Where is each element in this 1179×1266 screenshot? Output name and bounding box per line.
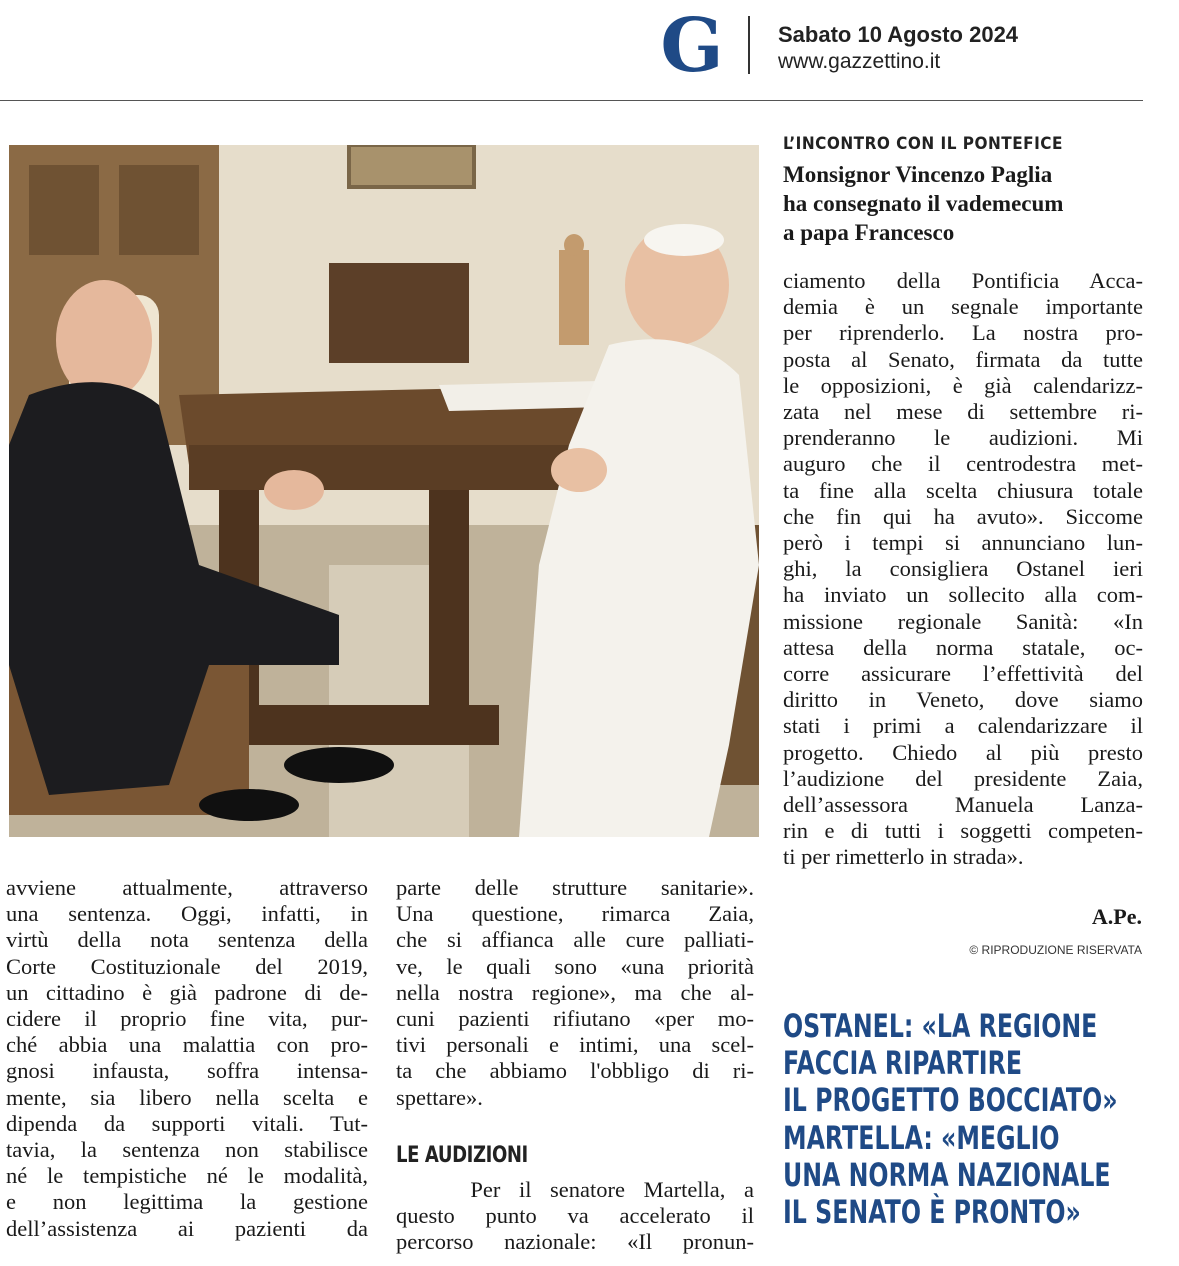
headline-line: IL SENATO È PRONTO» [783, 1193, 1081, 1232]
text-line: cuni pazienti rifiutano «per mo- [396, 1006, 754, 1032]
text-line: Corte Costituzionale del 2019, [6, 953, 368, 979]
caption-line: ha consegnato il vademecum [783, 191, 1064, 216]
text-line: che si affianca alle cure palliati- [396, 927, 754, 953]
section-subhead: LE AUDIZIONI [396, 1143, 528, 1168]
text-line: percorso nazionale: «Il pronun- [396, 1229, 754, 1255]
photo-caption-kicker: L’INCONTRO CON IL PONTEFICE [783, 134, 1063, 154]
photo-pope-meeting-icon [9, 145, 759, 837]
text-line: dipenda da supporti vitali. Tut- [6, 1110, 368, 1136]
headline-line: FACCIA RIPARTIRE [783, 1044, 1023, 1083]
headline-line: UNA NORMA NAZIONALE [783, 1155, 1111, 1194]
text-line: ché abbia una malattia con pro- [6, 1032, 368, 1058]
text-line: dell’assistenza ai pazienti da [6, 1215, 368, 1241]
text-line: una sentenza. Oggi, infatti, in [6, 901, 368, 927]
text-line: progetto. Chiedo al più presto [783, 739, 1143, 765]
text-line: che fin qui ha avuto». Siccome [783, 503, 1143, 529]
text-line: nella nostra regione», ma che al- [396, 979, 754, 1005]
text-line: missione regionale Sanità: «In [783, 608, 1143, 634]
text-line: l’audizione del presidente Zaia, [783, 765, 1143, 791]
text-line: ta che abbiamo l'obbligo di ri- [396, 1058, 754, 1084]
text-line: Per il senatore Martella, a [396, 1177, 754, 1202]
text-line: diritto in Veneto, dove siamo [783, 687, 1143, 713]
article-photo [9, 145, 759, 837]
text-line: spettare». [396, 1084, 483, 1110]
text-line: ve, le quali sono «una priorità [396, 953, 754, 979]
text-line: tavia, la sentenza non stabilisce [6, 1137, 368, 1163]
text-line: ciamento della Pontificia Acca- [783, 268, 1143, 293]
text-line: stati i primi a calendarizzare il [783, 713, 1143, 739]
text-line: ghi, la consigliera Ostanel ieri [783, 556, 1143, 582]
text-line: Una questione, rimarca Zaia, [396, 901, 754, 927]
article-column-middle-continued [396, 1177, 754, 1256]
author-signature: A.Pe. [1091, 904, 1142, 929]
text-line: parte delle strutture sanitarie». [396, 875, 754, 900]
article-column-middle [396, 875, 754, 1111]
text-line: le opposizioni, è già calendarizz- [783, 372, 1143, 398]
text-line: un cittadino è già padrone di de- [6, 979, 368, 1005]
text-line: per riprenderlo. La nostra pro- [783, 320, 1143, 346]
text-line: demia è un segnale importante [783, 294, 1143, 320]
header-rule [0, 100, 1143, 101]
text-line: ti per rimetterlo in strada». [783, 844, 1024, 870]
text-line: però i tempi si annunciano lun- [783, 530, 1143, 556]
text-line: dell’assessora Manuela Lanza- [783, 792, 1143, 818]
headline-line: IL PROGETTO BOCCIATO» [783, 1081, 1118, 1120]
text-line: avviene attualmente, attraverso [6, 875, 368, 900]
article-column-right [783, 268, 1143, 871]
text-line: questo punto va accelerato il [396, 1203, 754, 1229]
website-url: www.gazzettino.it [778, 50, 941, 73]
text-line: cidere il proprio fine vita, pur- [6, 1006, 368, 1032]
caption-line: a papa Francesco [783, 220, 955, 245]
text-line: virtù della nota sentenza della [6, 927, 368, 953]
text-line: attesa della norma statale, oc- [783, 634, 1143, 660]
text-line: né le tempistiche né le modalità, [6, 1163, 368, 1189]
caption-line: Monsignor Vincenzo Paglia [783, 162, 1053, 187]
text-line: ha inviato un sollecito alla com- [783, 582, 1143, 608]
article-column-left [6, 875, 368, 1242]
masthead-divider [748, 16, 750, 74]
text-line: mente, sia libero nella scelta e [6, 1084, 368, 1110]
copyright-notice: © RIPRODUZIONE RISERVATA [969, 943, 1142, 957]
text-line: rin e di tutti i soggetti competen- [783, 818, 1143, 844]
text-line: gnosi infausta, soffra intensa- [6, 1058, 368, 1084]
issue-date: Sabato 10 Agosto 2024 [778, 22, 1019, 47]
headline-line: OSTANEL: «LA REGIONE [783, 1007, 1098, 1045]
photo-caption [783, 160, 1143, 247]
text-line: zata nel mese di settembre ri- [783, 399, 1143, 425]
newspaper-logo: G [660, 3, 724, 89]
text-line: ta fine alla scelta chiusura totale [783, 477, 1143, 503]
article-headline [783, 1008, 1118, 1231]
text-line: auguro che il centrodestra met- [783, 451, 1143, 477]
text-line: corre assicurare l’effettività del [783, 661, 1143, 687]
text-line: e non legittima la gestione [6, 1189, 368, 1215]
headline-line: MARTELLA: «MEGLIO [783, 1118, 1060, 1157]
text-line: posta al Senato, firmata da tutte [783, 346, 1143, 372]
text-line: tivi personali e intimi, una scel- [396, 1032, 754, 1058]
text-line: prenderanno le audizioni. Mi [783, 425, 1143, 451]
